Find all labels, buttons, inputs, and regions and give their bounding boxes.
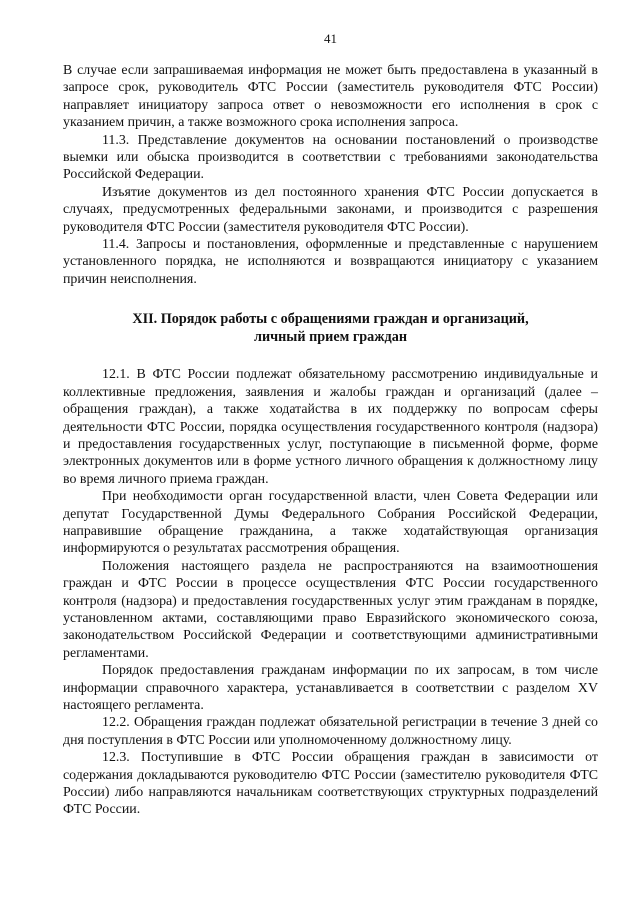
page-number: 41 [324,31,337,46]
paragraph-12-2: 12.2. Обращения граждан подлежат обязательной регистрации в течение 3 дней со дня поступления в ФТС России или уполномоченному должностному лицу. [63,715,598,748]
paragraph-12-1: 12.1. В ФТС России подлежат обязательному рассмотрению индивидуальные и коллективные предложения, заявления и жалобы граждан и организаций (далее – обращения граждан), а также ходатайства в их поддержку по вопросам сферы деятельности ФТС России, порядка осуществления государственного контроля (надзора) и предоставления государственных услуг, поступающие в письменной форме, форме электронных документов или в форме устного личного обращения к должностному лицу во время личного приема граждан. [63,367,598,487]
paragraph-information-provision: Порядок предоставления гражданам информации по их запросам, в том числе информации справочного характера, устанавливается в соответствии с разделом XV настоящего регламента. [63,663,598,713]
paragraph-11-4: 11.4. Запросы и постановления, оформленные и представленные с нарушением установленного порядка, не исполняются и возвращаются инициатору с указанием причин неисполнения. [63,237,598,287]
paragraph-document-withdrawal: Изъятие документов из дел постоянного хранения ФТС России допускается в случаях, предусмотренных федеральными законами, и производится с разрешения руководителя ФТС России (заместителя руководителя ФТС России). [63,184,598,235]
section-heading-line-1: XII. Порядок работы с обращениями граждан и организаций, [132,311,529,328]
document-page [63,30,598,819]
paragraph-12-3: 12.3. Поступившие в ФТС России обращения граждан в зависимости от содержания докладываются руководителю ФТС России (заместителю руководителя ФТС России) либо направляются начальникам соответствующих структурных подразделений ФТС России. [63,750,598,818]
paragraph-response-deadline: В случае если запрашиваемая информация не может быть предоставлена в указанный в запросе срок, руководитель ФТС России (заместитель руководителя ФТС России) направляет инициатору запроса ответ о невозможности его исполнения в срок с указанием причин, а также возможного срока исполнения запроса. [63,63,598,131]
paragraph-scope-exclusion: Положения настоящего раздела не распространяются на взаимоотношения граждан и ФТС России в процессе осуществления ФТС России государственного контроля (надзора) и предоставления государственных услуг этим гражданам в порядке, установленном актами, составляющими право Евразийского экономического союза, законодательством Российской Федерации и соответствующими административными регламентами. [63,558,598,661]
section-heading-line-2: личный прием граждан [253,329,407,346]
paragraph-informing: При необходимости орган государственной власти, член Совета Федерации или депутат Государственной Думы Федерального Собрания Российской Федерации, направившие обращение гражданина, а также ходатайствующая организация информируются о результатах рассмотрения обращения. [63,489,598,557]
section-heading [63,310,598,346]
paragraph-11-3: 11.3. Представление документов на основании постановлений о производстве выемки или обыска производится в соответствии с требованиями законодательства Российской Федерации. [63,132,598,183]
